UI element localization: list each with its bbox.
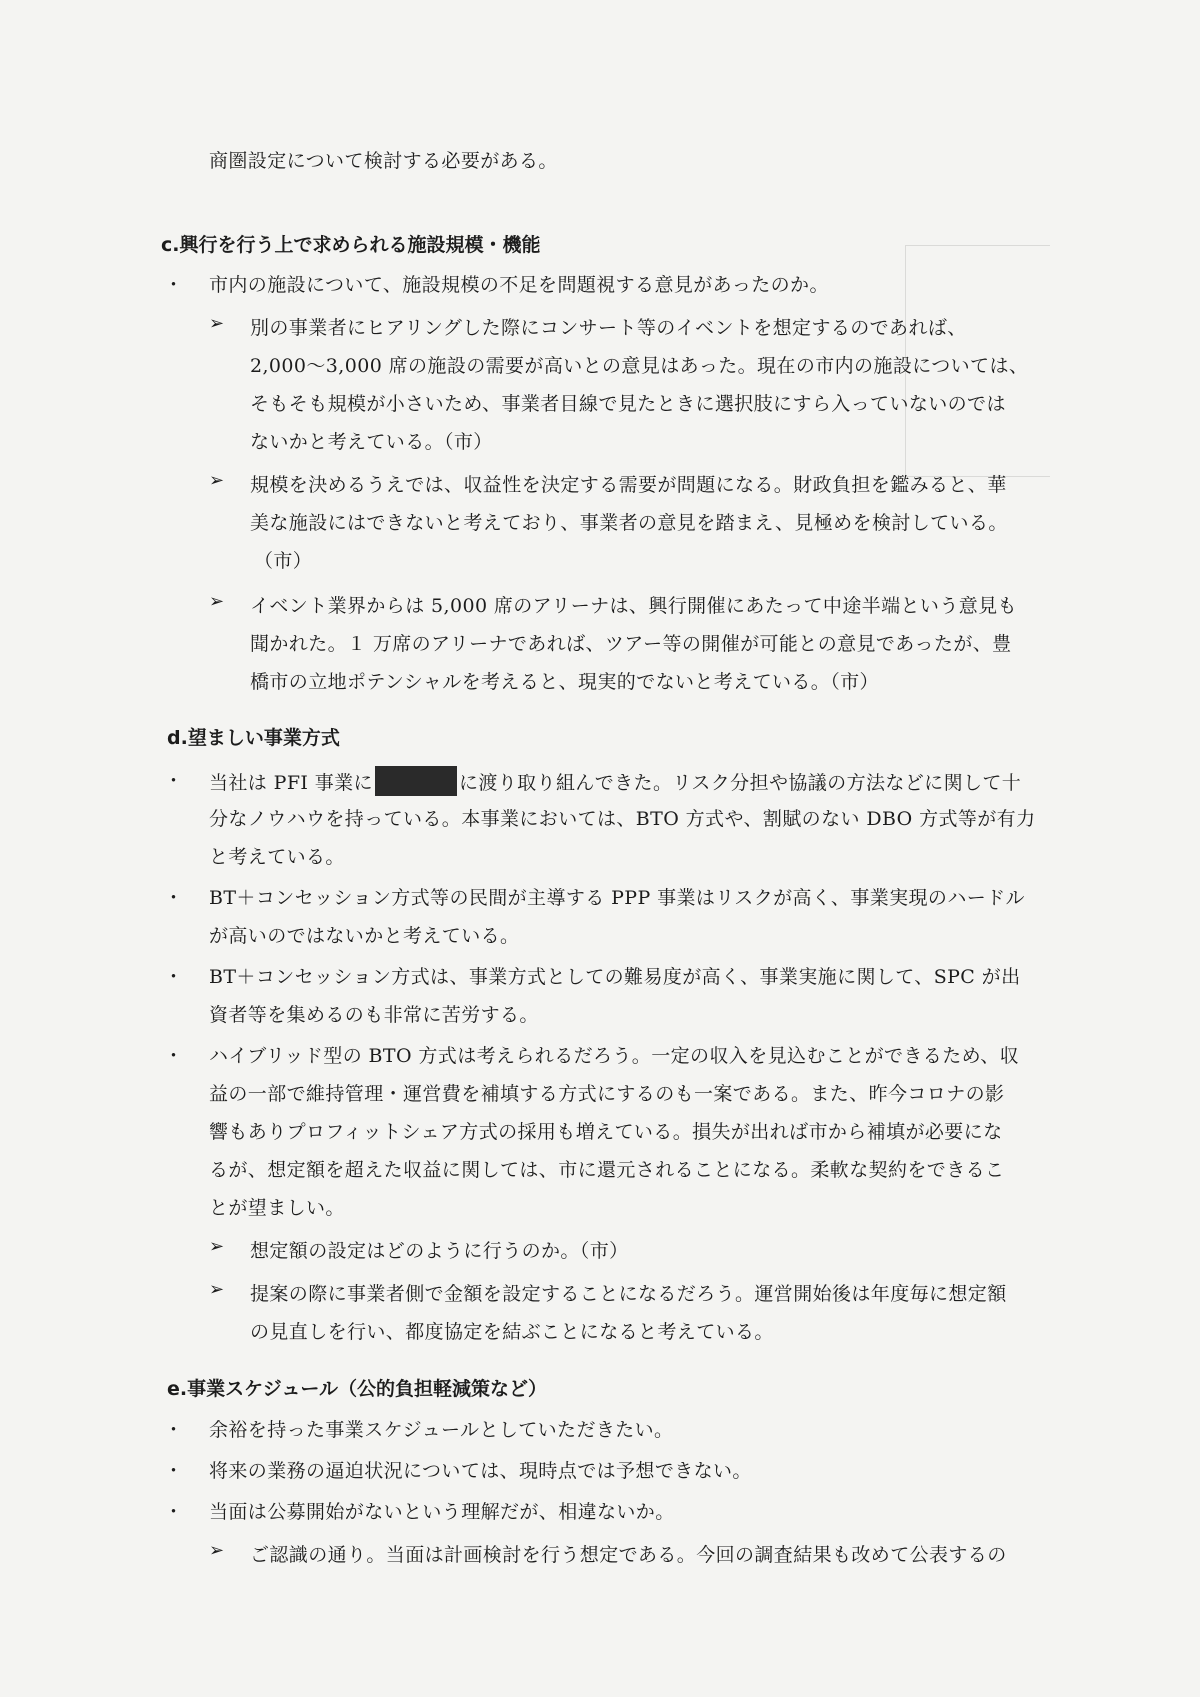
c-a3-l3: 橋市の立地ポテンシャルを考えると、現実的でないと考えている。（市） [250,671,879,693]
section-c-heading: c.興行を行う上で求められる施設規模・機能 [161,234,541,256]
d-p4-l5: とが望ましい。 [209,1197,345,1219]
bullet: ・ [164,966,184,988]
d-p2-l1: BT＋コンセッション方式等の民間が主導する PPP 事業はリスクが高く、事業実現のハードル [209,887,1025,909]
d-p3-l1: BT＋コンセッション方式は、事業方式としての難易度が高く、事業実施に関して、SPC が出 [209,966,1021,988]
d-p1-l1 [209,766,1021,796]
d-p4-l4: るが、想定額を超えた収益に関しては、市に還元されることになる。柔軟な契約をできるこ [209,1159,1005,1181]
arrow-icon: ➢ [209,1279,225,1300]
d-p4-l1: ハイブリッド型の BTO 方式は考えられるだろう。一定の収入を見込むことができるため、収 [209,1045,1020,1067]
arrow-icon: ➢ [209,1236,225,1257]
arrow-icon: ➢ [209,591,225,612]
c-a1-l2: 2,000～3,000 席の施設の需要が高いとの意見はあった。現在の市内の施設については、 [250,355,1029,377]
d-p1-l3: と考えている。 [209,846,345,868]
e-p1: 余裕を持った事業スケジュールとしていただきたい。 [209,1419,674,1441]
d-a1-l2: の見直しを行い、都度協定を結ぶことになると考えている。 [250,1321,774,1343]
bullet: ・ [164,1045,184,1067]
bullet: ・ [164,1460,184,1482]
arrow-icon: ➢ [209,470,225,491]
bullet: ・ [164,1419,184,1441]
e-p3: 当面は公募開始がないという理解だが、相違ないか。 [209,1501,675,1523]
bullet: ・ [164,887,184,909]
bullet: ・ [164,1501,184,1523]
d-a1-l1: 提案の際に事業者側で金額を設定することになるだろう。運営開始後は年度毎に想定額 [250,1283,1007,1305]
e-p2: 将来の業務の逼迫状況については、現時点では予想できない。 [209,1460,752,1482]
d-p4-l3: 響もありプロフィットシェア方式の採用も増えている。損失が出れば市から補填が必要にな [209,1121,1003,1143]
e-a1: ご認識の通り。当面は計画検討を行う想定である。今回の調査結果も改めて公表するの [250,1544,1007,1566]
c-a1-l1: 別の事業者にヒアリングした際にコンサート等のイベントを想定するのであれば、 [250,317,967,339]
redaction-box [375,766,457,796]
intro-text: 商圏設定について検討する必要がある。 [209,150,558,172]
d-p3-l2: 資者等を集めるのも非常に苦労する。 [209,1004,539,1026]
c-a1-l4: ないかと考えている。（市） [250,431,493,453]
bullet: ・ [164,770,184,792]
bullet: ・ [164,274,184,296]
c-a2-l3: （市） [254,550,313,572]
d-p4-l2: 益の一部で維持管理・運営費を補填する方式にするのも一案である。また、昨今コロナの影 [209,1083,1005,1105]
section-e-heading: e.事業スケジュール（公的負担軽減策など） [167,1378,547,1400]
c-a2-l2: 美な施設にはできないと考えており、事業者の意見を踏まえ、見極めを検討している。 [250,512,1008,534]
c-a2-l1: 規模を決めるうえでは、収益性を決定する需要が問題になる。財政負担を鑑みると、華 [250,474,1007,496]
d-p2-l2: が高いのではないかと考えている。 [209,925,520,947]
d-p1-l1b: に渡り取り組んできた。リスク分担や協議の方法などに関して十 [458,772,1022,794]
c-a3-l2: 聞かれた。１ 万席のアリーナであれば、ツアー等の開催が可能との意見であったが、豊 [250,633,1012,655]
d-p1-l2: 分なノウハウを持っている。本事業においては、BTO 方式や、割賦のない DBO 方式等が有力 [209,808,1036,830]
c-a3-l1: イベント業界からは 5,000 席のアリーナは、興行開催にあたって中途半端という意見も [250,595,1017,617]
arrow-icon: ➢ [209,1540,225,1561]
arrow-icon: ➢ [209,313,225,334]
c-a1-l3: そもそも規模が小さいため、事業者目線で見たときに選択肢にすら入っていないのでは [250,393,1006,415]
c-q1: 市内の施設について、施設規模の不足を問題視する意見があったのか。 [209,274,829,296]
section-d-heading: d.望ましい事業方式 [167,727,340,749]
d-p1-l1a: 当社は PFI 事業に [209,772,373,794]
d-q1: 想定額の設定はどのように行うのか。（市） [250,1240,629,1262]
